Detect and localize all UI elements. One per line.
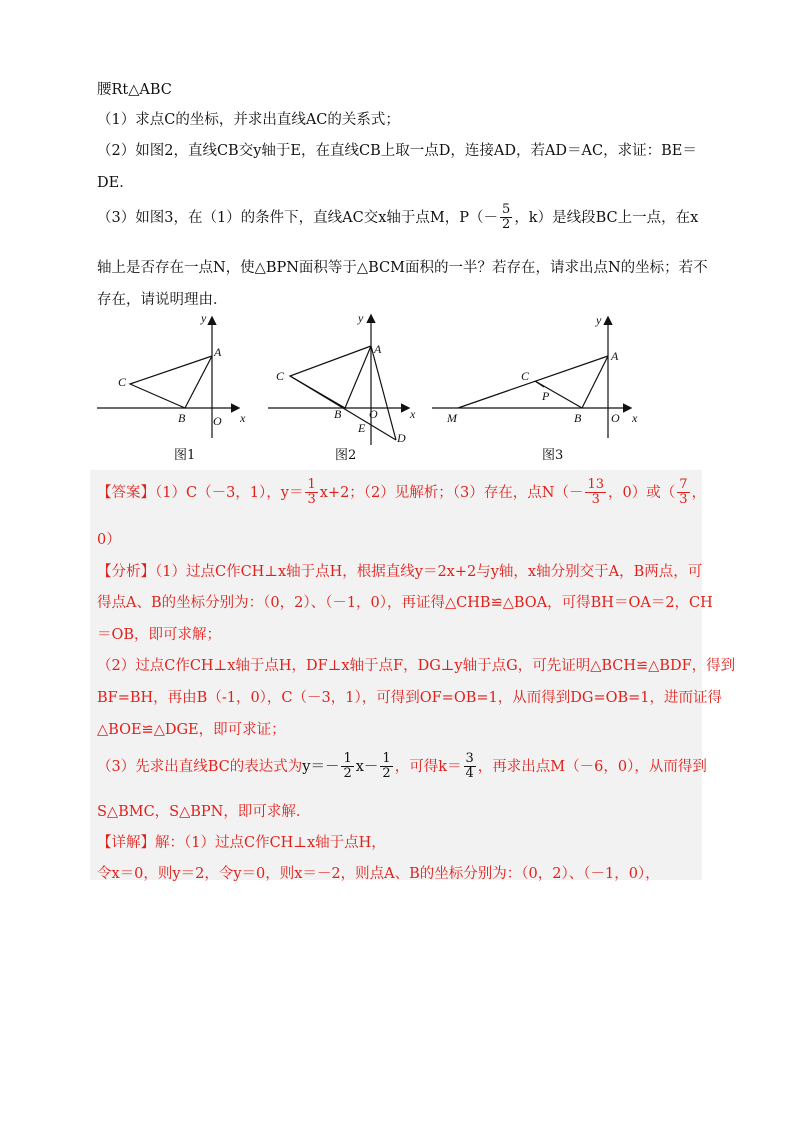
fig3-a-label: A — [611, 349, 619, 363]
fig3-b-label: B — [574, 411, 582, 425]
answer-line-12: 令x＝0，则y＝2，令y＝0，则x＝－2，则点A、B的坐标分别为：（0，2）、（－1，0）， — [97, 866, 660, 882]
answer-line-1: 【答案】（1）C（－3，1），y＝ $\frac{1}{3}$ x+2；（2）见解析；（3）存在，点N（－ $\frac{13}{3}$ ，0）或（ $\frac{7}{3}$ ， — [97, 477, 707, 508]
figure-3-caption: 图3 — [542, 448, 564, 463]
answer-line-11: 【详解】解：（1）过点C作CH⊥x轴于点H， — [97, 835, 386, 851]
figure-2 — [268, 316, 408, 445]
answer-line-5: ＝OB，即可求解； — [97, 627, 222, 643]
fig3-c-label: C — [521, 369, 530, 383]
question-line-1: （1）求点C的坐标，并求出直线AC的关系式； — [97, 112, 400, 128]
fraction: $\frac{7}{3}$ — [679, 477, 688, 508]
figure-1-caption: 图1 — [174, 448, 196, 463]
fig1-a-label: A — [214, 345, 222, 359]
answer-line-10: S△BMC，S△BPN，即可求解． — [97, 804, 311, 820]
fig2-a-label: A — [374, 342, 382, 356]
question-line-2: （2）如图2，直线CB交y轴于E，在直线CB上取一点D，连接AD，若AD＝AC，求证：BE＝ — [97, 143, 697, 159]
fig2-o-label: O — [369, 407, 378, 421]
fig2-b-label: B — [334, 407, 342, 421]
fig1-o-label: O — [213, 414, 222, 428]
question-line-4 — [97, 203, 698, 233]
fig1-x-label: x — [240, 411, 246, 425]
fig3-o-label: O — [611, 411, 620, 425]
fig2-x-label: x — [410, 407, 416, 421]
question-line-4-start: （3）如图3，在（1）的条件下，直线AC交x轴于点M，P（－ — [97, 209, 499, 226]
fraction: $\frac{13}{3}$ — [587, 477, 604, 508]
figures — [0, 310, 800, 460]
question-line-5: 轴上是否存在一点N，使△BPN面积等于△BCM面积的一半？若存在，请求出点N的坐标；若不 — [97, 260, 708, 276]
fig1-c-label: C — [118, 375, 127, 389]
question-line-6: 存在，请说明理由． — [97, 292, 228, 308]
answer-line-8: △BOE≌△DGE，即可求证； — [97, 722, 286, 738]
figure-3 — [432, 318, 630, 438]
answer-line-6: （2）过点C作CH⊥x轴于点H，DF⊥x轴于点F，DG⊥y轴于点G，可先证明△BCH≌△BDF，得到 — [97, 658, 736, 674]
figure-2-caption: 图2 — [335, 448, 357, 463]
fig3-p-label: P — [542, 389, 550, 403]
fig2-e-label: E — [358, 421, 366, 435]
answer-line-2: 0） — [97, 532, 121, 548]
fraction: $\frac{5}{2}$ — [502, 202, 511, 233]
fig1-b-label: B — [178, 411, 186, 425]
question-line-3: DE． — [97, 175, 134, 191]
fig2-c-label: C — [276, 369, 285, 383]
answer-line-3: 【分析】（1）过点C作CH⊥x轴于点H，根据直线y＝2x+2与y轴，x轴分别交于A，B两点，可 — [97, 564, 703, 580]
question-line-4-end: ，k）是线段BC上一点，在x — [514, 209, 699, 226]
fig2-d-label: D — [397, 431, 406, 445]
fraction: $\frac{1}{2}$ — [343, 751, 352, 782]
question-line-0: 腰Rt△ABC — [97, 82, 172, 98]
fraction: $\frac{1}{2}$ — [382, 751, 391, 782]
fig1-y-label: y — [201, 311, 207, 325]
fig2-y-label: y — [358, 311, 364, 325]
fig3-x-label: x — [632, 411, 638, 425]
answer-line-9: （3）先求出直线BC的表达式为y＝－ $\frac{1}{2}$ x－ $\frac{1}{2}$ ，可得k＝ $\frac{3}{4}$ ，再求出点M（－6，0），从而得到 — [97, 751, 707, 782]
answer-line-4: 得点A、B的坐标分别为：（0，2）、（－1，0），再证得△CHB≌△BOA，可得BH＝OA＝2，CH — [97, 595, 713, 611]
fraction: $\frac{3}{4}$ — [465, 751, 474, 782]
answer-line-7: BF=BH，再由B（-1，0），C（－3，1），可得到OF=OB=1，从而得到DG=OB=1，进而证得 — [97, 690, 723, 706]
fig3-y-label: y — [596, 313, 602, 327]
fraction: $\frac{1}{3}$ — [307, 477, 316, 508]
fig3-m-label: M — [447, 411, 457, 425]
